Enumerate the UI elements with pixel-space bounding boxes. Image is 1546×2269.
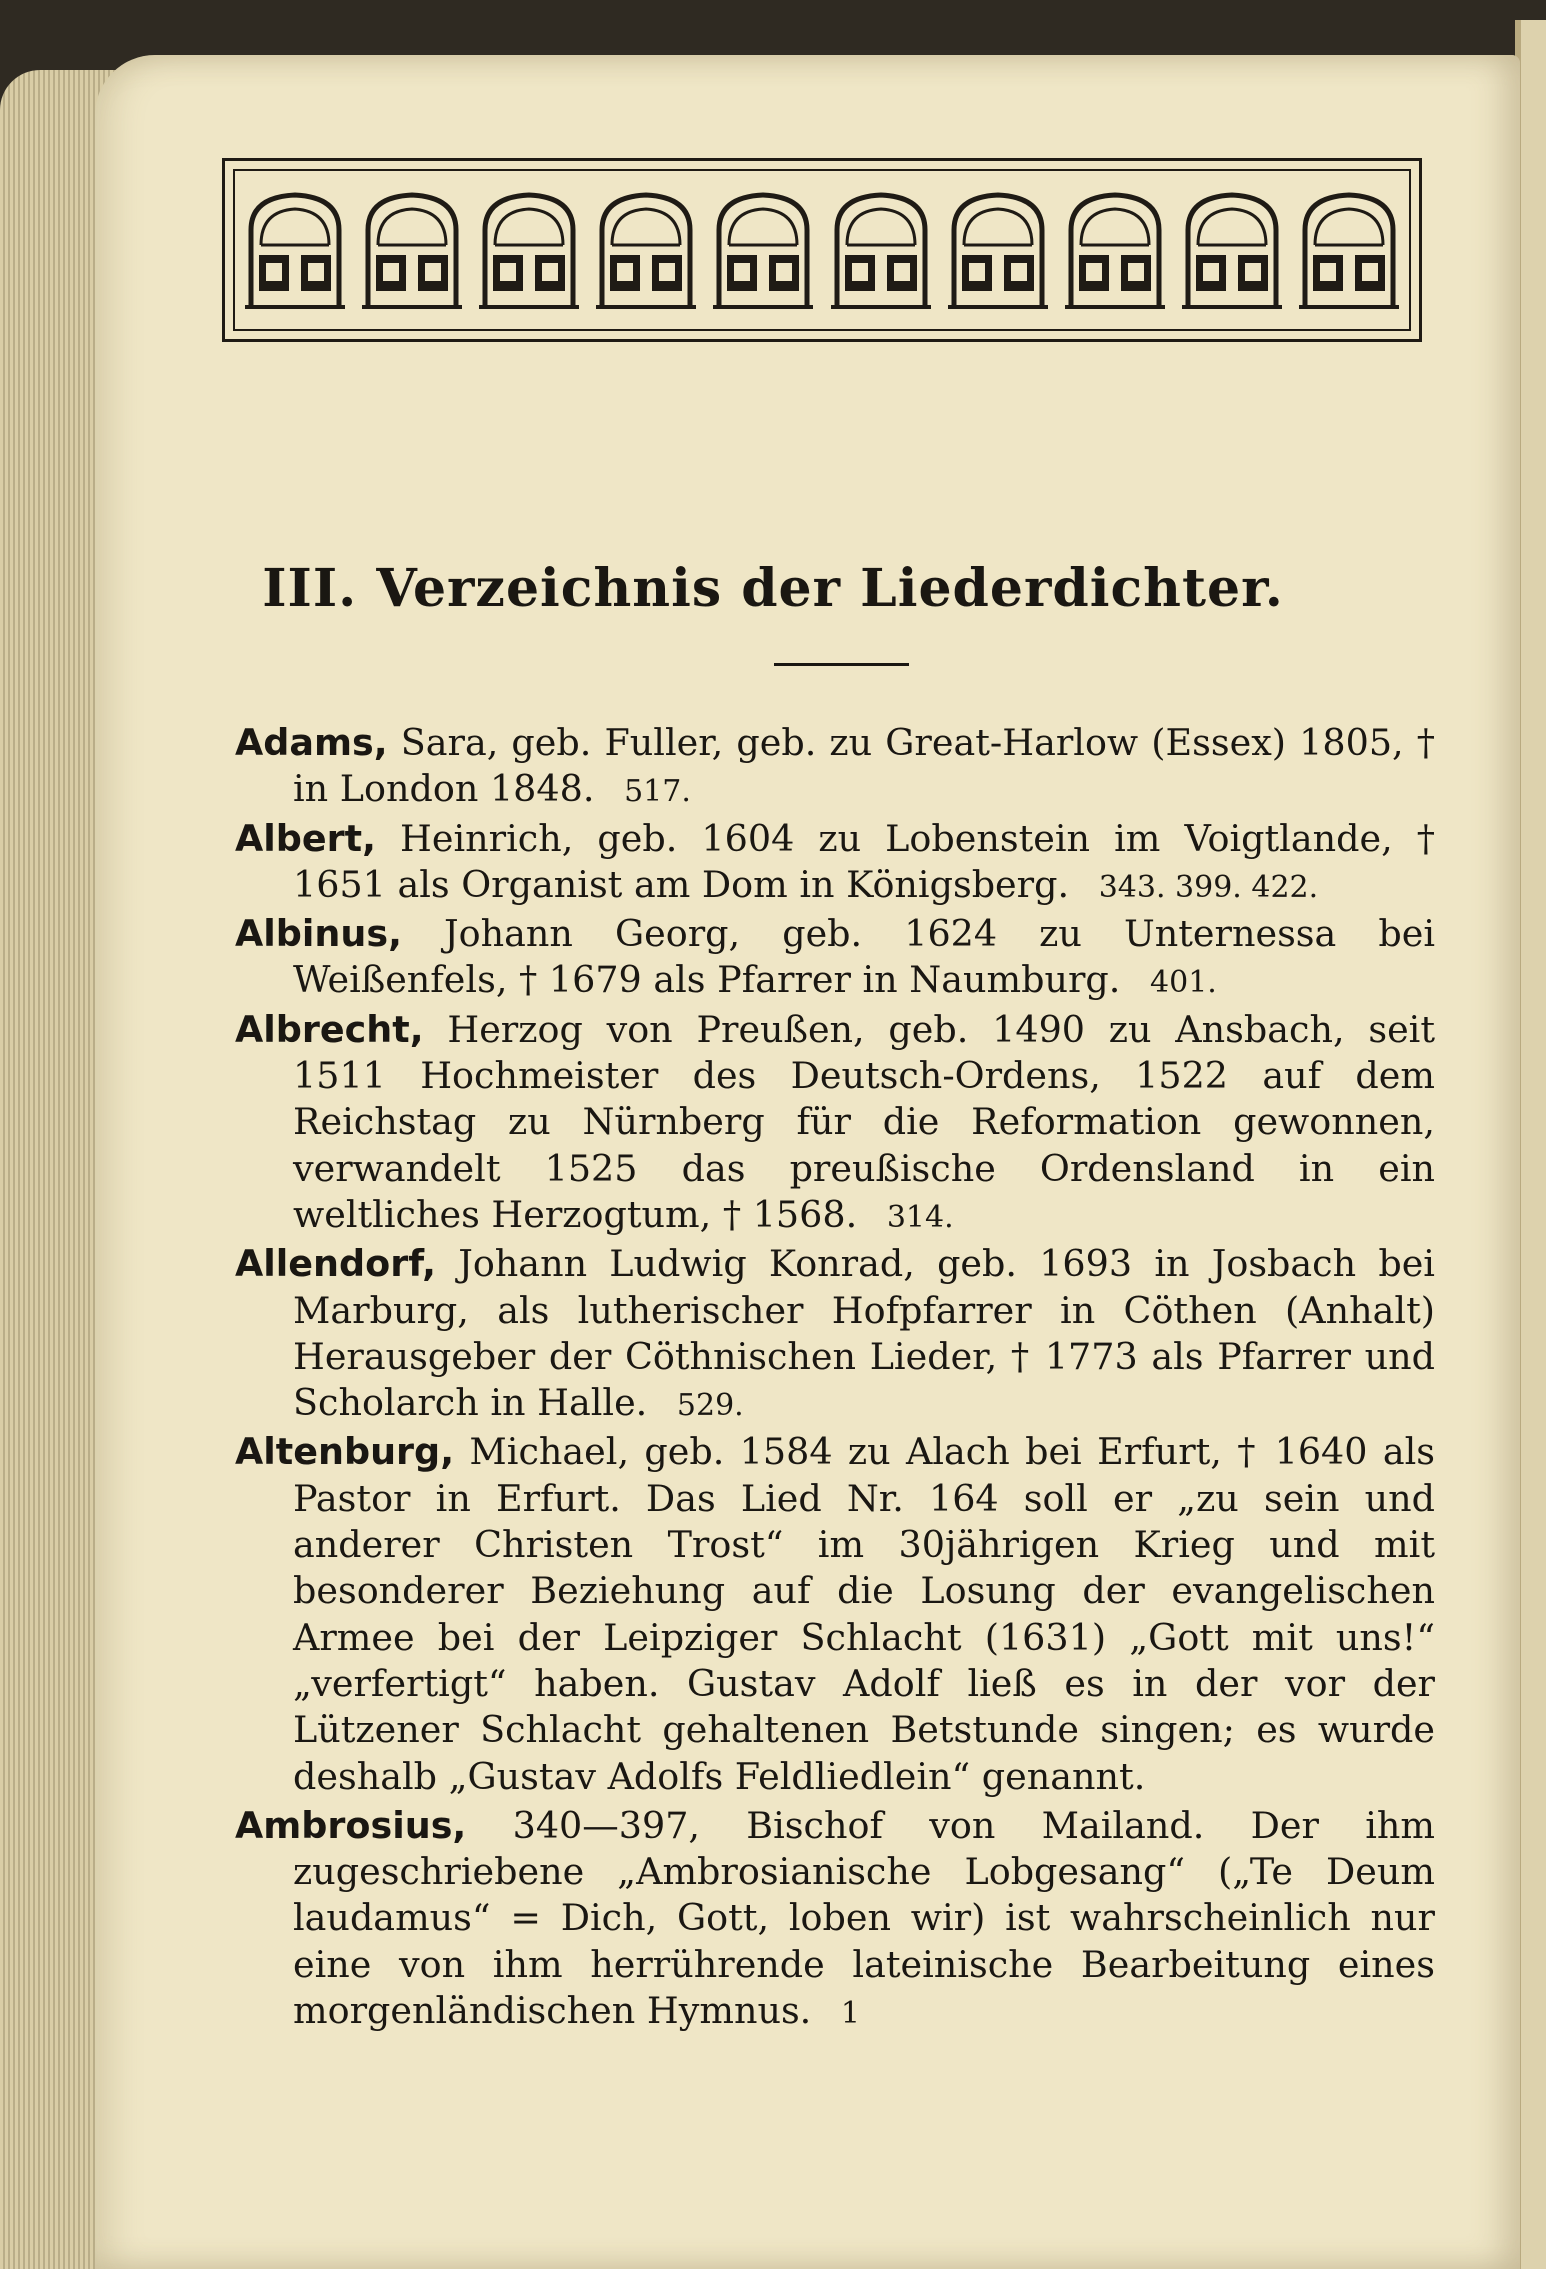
- ornament-motif: [827, 185, 935, 315]
- poet-name: Allendorf,: [235, 1242, 436, 1286]
- ornament-motif: [475, 185, 583, 315]
- ornament-motif: [358, 185, 466, 315]
- index-entry: [235, 1803, 1435, 2037]
- title-rule: [774, 663, 909, 666]
- ornament-motif: [1295, 185, 1403, 315]
- index-entry: [235, 911, 1435, 1007]
- poet-name: Albert,: [235, 816, 376, 860]
- entry-text: Johann Ludwig Konrad, geb. 1693 in Josbach bei Marburg, als lutherischer Hofpfarrer in Cöthen (Anhalt) Herausgeber der Cöthnischen Lieder, † 1773 als Pfarrer und Scholarch in Halle.: [293, 1242, 1435, 1425]
- ornament-motif: [592, 185, 700, 315]
- entry-text: Johann Georg, geb. 1624 zu Unternessa bei Weißenfels, † 1679 als Pfarrer in Naumburg.: [293, 912, 1436, 1002]
- index-entry: [235, 720, 1435, 816]
- entry-text: Herzog von Preußen, geb. 1490 zu Ansbach, seit 1511 Hochmeister des Deutsch-Ordens, 1522 auf dem Reichstag zu Nürnberg für die Reformation gewonnen, verwandelt 1525 das preußische Ordensland in ein weltliches Herzogtum, † 1568.: [293, 1007, 1436, 1236]
- poet-name: Ambrosius,: [235, 1803, 467, 1847]
- index-entry: [235, 816, 1435, 912]
- entry-text: Michael, geb. 1584 zu Alach bei Erfurt, † 1640 als Pastor in Erfurt. Das Lied Nr. 164 soll er „zu sein und anderer Christen Trost“ im 30jährigen Krieg und mit besonderer Beziehung auf die Losung der evangelischen Armee bei der Leipziger Schlacht (1631) „Gott mit uns!“ „verfertigt“ haben. Gustav Adolf ließ es in der vor der Lützener Schlacht gehaltenen Betstunde singen; es wurde deshalb „Gustav Adolfs Feldliedlein“ genannt.: [293, 1430, 1435, 1798]
- index-entry: [235, 1241, 1435, 1429]
- ornament-motif: [709, 185, 817, 315]
- hymn-numbers: [1145, 1762, 1163, 1797]
- poet-name: Altenburg,: [235, 1430, 455, 1474]
- poet-name: Albrecht,: [235, 1007, 424, 1051]
- hymn-numbers: 517.: [624, 774, 691, 810]
- entry-text: Sara, geb. Fuller, geb. zu Great-Harlow (Essex) 1805, † in London 1848.: [293, 721, 1435, 811]
- section-title: III. Verzeichnis der Liederdichter.: [262, 558, 1284, 619]
- poet-index-list: [235, 720, 1435, 2037]
- hymn-numbers: 314.: [886, 1199, 954, 1235]
- hymn-numbers: 343. 399. 422.: [1098, 869, 1319, 905]
- ornament-motif: [241, 185, 349, 315]
- ornament-motif-row: [233, 169, 1411, 331]
- poet-name: Adams,: [235, 721, 388, 764]
- hymn-numbers: 401.: [1150, 965, 1217, 1001]
- entry-text: 340—397, Bischof von Mailand. Der ihm zugeschriebene „Ambrosianische Lobgesang“ („Te Deum laudamus“ = Dich, Gott, loben wir) ist wahrscheinlich nur eine von ihm herrührende lateinische Bearbeitung eines morgenländischen Hymnus.: [293, 1803, 1435, 2033]
- ornamental-header-band: [222, 158, 1422, 342]
- ornament-motif: [1178, 185, 1286, 315]
- poet-name: Albinus,: [235, 912, 402, 956]
- ornament-motif: [1061, 185, 1169, 315]
- index-entry: [235, 1007, 1435, 1241]
- entry-text: Heinrich, geb. 1604 zu Lobenstein im Voigtlande, † 1651 als Organist am Dom in Königsberg.: [293, 816, 1435, 906]
- index-entry: [235, 1429, 1435, 1802]
- ornament-motif: [944, 185, 1052, 315]
- hymn-numbers: 1: [840, 1996, 860, 2032]
- hymn-numbers: 529.: [676, 1388, 744, 1424]
